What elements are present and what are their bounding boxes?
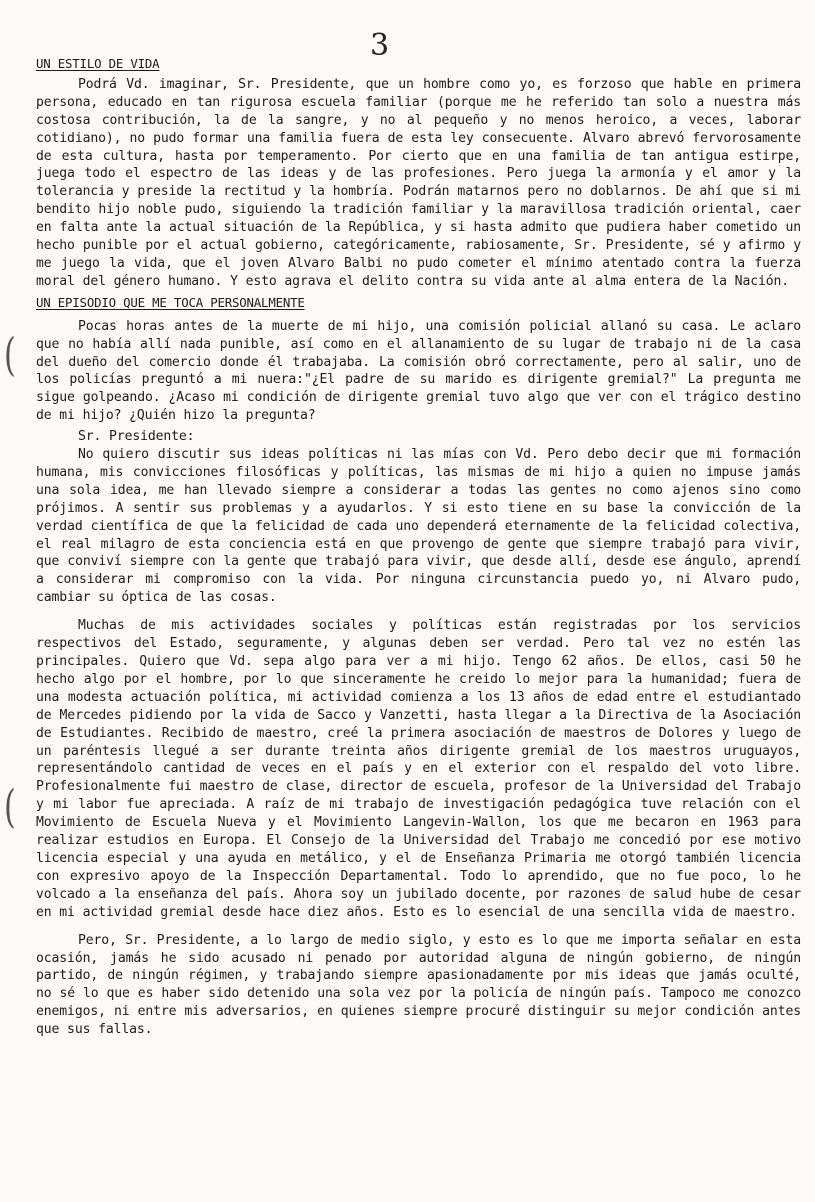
- salutation: Sr. Presidente:: [78, 429, 195, 445]
- paragraph: Pero, Sr. Presidente, a lo largo de medio siglo, y esto es lo que me importa señalar en esta ocasión, jamás he sido acusado ni penado por autoridad alguna de ningún gobierno, de ningún partido, de ningún régimen, y trabajando siempre apasionadamente por mis ideas que jamás oculté, no sé lo que es haber sido detenido una sola vez por la policía de ningún país. Tampoco me conozco enemigos, ni entre mis adversarios, en quienes siempre procuré distinguir su mejor condición antes que sus fallas.: [36, 932, 801, 1038]
- paragraph: Muchas de mis actividades sociales y políticas están registradas por los servicios respectivos del Estado, seguramente, y algunas deben ser verdad. Pero tal vez no estén las principales. Quiero que Vd. sepa algo para ver a mi hijo. Tengo 62 años. De ellos, casi 50 he hecho algo por el hombre, por lo que sinceramente he creido lo mejor para la humanidad; fuera de una modesta actuación política, mi actividad comienza a los 13 años de edad entre el estudiantado de Mercedes pidiendo por la vida de Sacco y Vanzetti, hasta llegar a la Directiva de la Asociación de Estudiantes. Recibido de maestro, creé la primera asociación de maestros de Dolores y luego de un paréntesis llegué a ser durante treinta años dirigente gremial de los maestros uruguayos, representándolo cantidad de veces en el país y en el exterior con el respaldo del voto libre. Profesionalmente fui maestro de clase, director de escuela, profesor de la Universidad del Trabajo y mi labor fue apreciada. A raíz de mi trabajo de investigación pedagógica tuve relación con el Movimiento de Escuela Nueva y el Movimiento Langevin-Wallon, los que me becaron en 1963 para realizar estudios en Europa. El Consejo de la Universidad del Trabajo me concedió por ese motivo licencia especial y una ayuda en metálico, y el de Enseñanza Primaria me otorgó también licencia con expresivo apoyo de la Inspección Departamental. Todo lo aprendido, que no fue poco, lo he volcado a la enseñanza del país. Ahora soy un jubilado docente, por razones de salud hube de cesar en mi actividad gremial desde hace diez años. Esto es lo esencial de una sencilla vida de maestro.: [36, 618, 801, 920]
- paragraph: Podrá Vd. imaginar, Sr. Presidente, que un hombre como yo, es forzoso que hable en primera persona, educado en tan rigurosa escuela familiar (porque me he referido tan solo a nuestra más costosa contribución, la de la sangre, y no al pequeño y no menos heroico, a veces, laborar cotidiano), no pudo formar una familia fuera de esta ley consecuente. Alvaro abrevó fervorosamente de esta cultura, hasta por temperamento. Por cierto que en una familia de tan antigua estirpe, juega todo el espectro de las ideas y de las profesiones. Pero juega la armonía y el amor y la tolerancia y preside la rectitud y la hombría. Podrán matarnos pero no doblarnos. De ahí que si mi bendito hijo noble pudo, siguiendo la tradición familiar y la maravillosa tradición oriental, caer en falta ante la actual situación de la República, y si hasta admito que pudiera haber cometido un hecho punible por el actual gobierno, categóricamente, rabiosamente, Sr. Presidente, sé y afirmo y me juego la vida, que el joven Alvaro Balbi no pudo cometer el mínimo atentado contra la fuerza moral del género humano. Y esto agrava el delito contra su vida ante al alma entera de la Nación.: [36, 76, 801, 289]
- section-heading: UN EPISODIO QUE ME TOCA PERSONALMENTE: [36, 294, 305, 310]
- page-number: 3: [370, 28, 390, 63]
- margin-bracket-mark: (: [4, 329, 16, 382]
- paragraph: No quiero discutir sus ideas políticas ni las mías con Vd. Pero debo decir que mi formación humana, mis convicciones filosóficas y políticas, las mismas de mi hijo a quien no impuse jamás una sola idea, me han llevado siempre a considerar a todas las gentes no como ajenos sino como prójimos. A sentir sus problemas y a ayudarlos. Y si esto tiene en su base la convicción de la verdad científica de que la felicidad de cada uno dependerá eternamente de la felicidad colectiva, el real milagro de esta conciencia está en que provengo de gente que siempre trabajó para vivir, que conviví siempre con la gente que trabajó para vivir, que desde allí, desde ese ángulo, aprendí a considerar mi compromiso con la vida. Por ninguna circunstancia puedo yo, ni Alvaro pudo, cambiar su óptica de las cosas.: [36, 447, 801, 606]
- document-body: [36, 55, 801, 1039]
- paragraph: Pocas horas antes de la muerte de mi hijo, una comisión policial allanó su casa. Le aclaro que no había allí nada punible, así como en el allanamiento de su lugar de trabajo ni de la casa del dueño del comercio donde él trabajaba. La comisión obró correctamente, pero al salir, uno de los policías preguntó a mi nuera:"¿El padre de su marido es dirigente gremial?" La pregunta me sigue golpeando. ¿Acaso mi condición de dirigente gremial tuvo algo que ver con el trágico destino de mi hijo? ¿Quién hizo la pregunta?: [36, 318, 801, 424]
- margin-bracket-mark: (: [4, 781, 16, 834]
- section-heading: UN ESTILO DE VIDA: [36, 56, 160, 71]
